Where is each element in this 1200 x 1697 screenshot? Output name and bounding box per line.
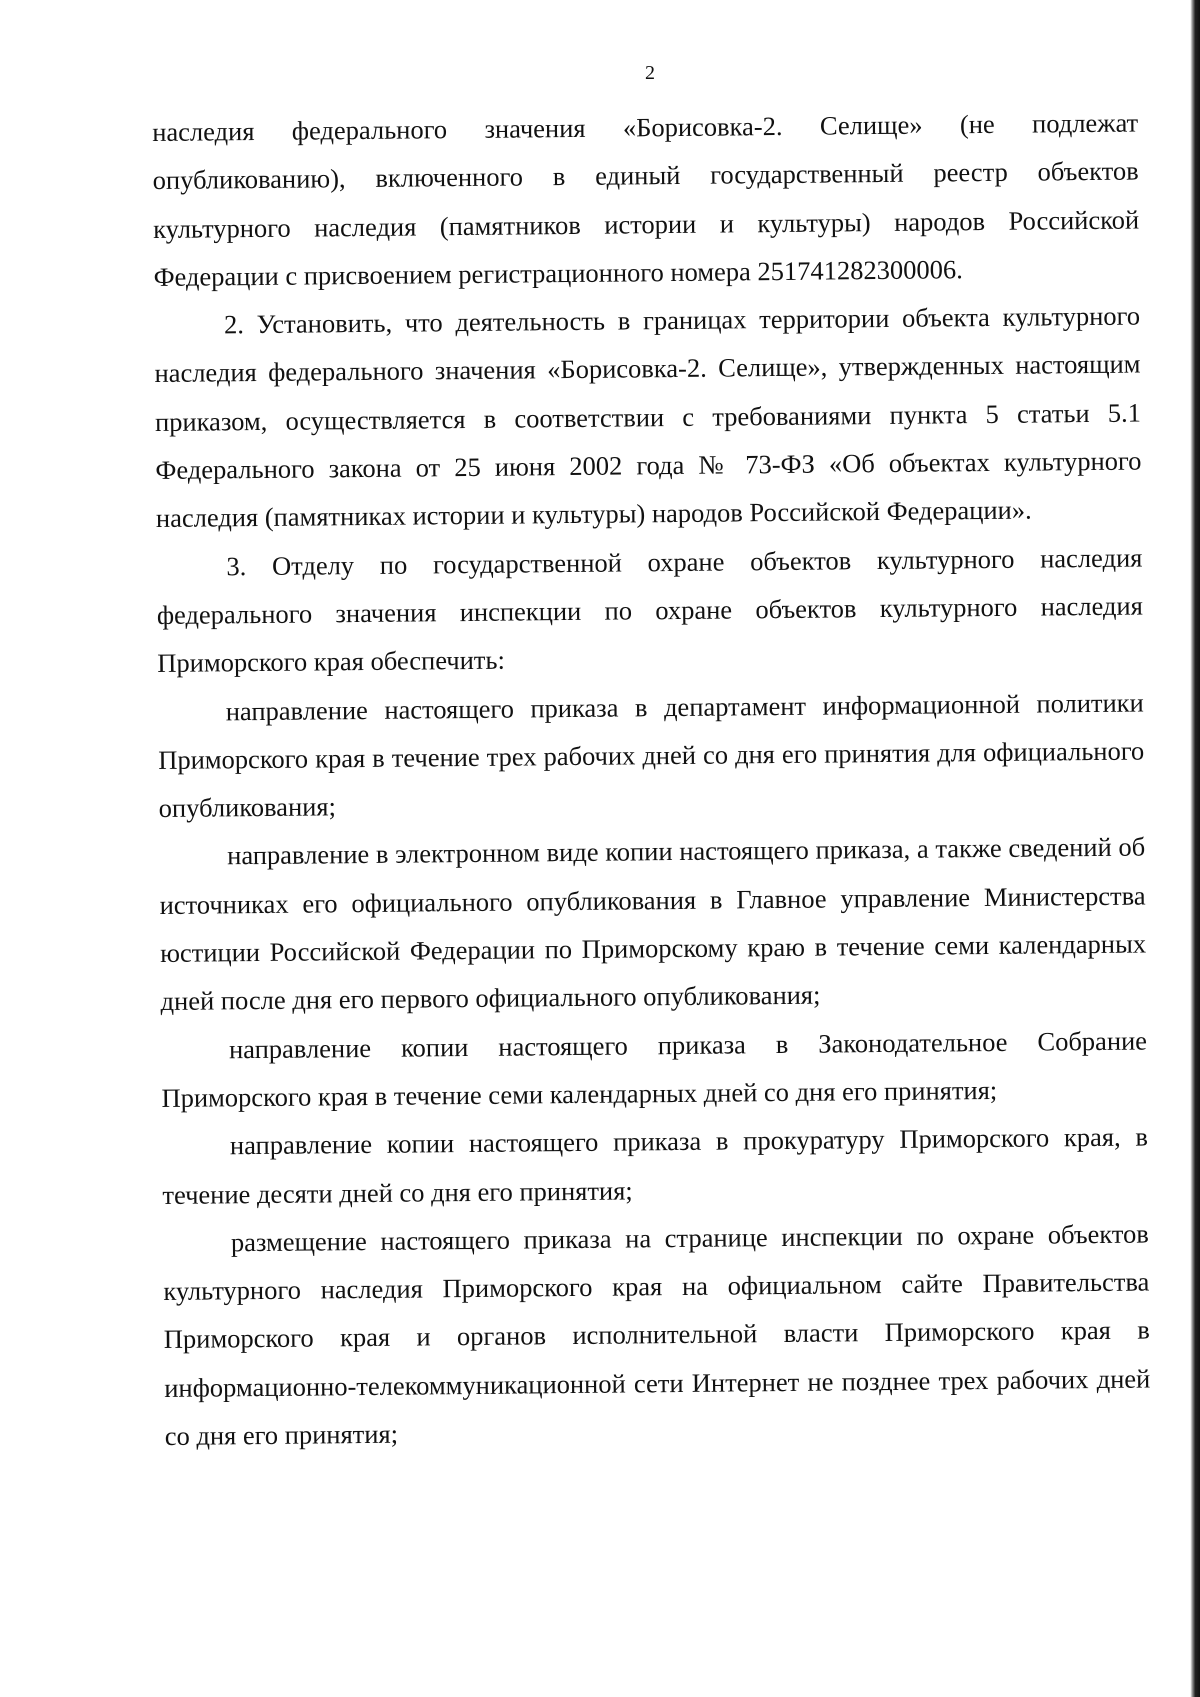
document-body [152, 99, 1151, 1461]
page-edge [1188, 0, 1200, 1697]
paragraph-subitem-prosecutor: направление копии настоящего приказа в прокуратуру Приморского края, в течение десяти дней со дня его принятия; [162, 1121, 1149, 1210]
page-number: 2 [645, 62, 655, 84]
paragraph-subitem-legislative-assembly: направление копии настоящего приказа в Законодательное Собрание Приморского края в течение семи календарных дней со дня его принятия; [161, 1025, 1148, 1113]
paragraph-continuation: наследия федерального значения «Борисовка-2. Селище» (не подлежат опубликованию), включенного в единый государственный реестр объектов культурного наследия (памятников истории и культуры) народов Российской Федерации с присвоением регистрационного номера 251741282300006. [152, 107, 1140, 292]
paragraph-subitem-publication: направление настоящего приказа в департамент информационной политики Приморского края в течение трех рабочих дней со дня его принятия для официального опубликования; [158, 687, 1145, 824]
paragraph-subitem-website: размещение настоящего приказа на странице инспекции по охране объектов культурного наследия Приморского края на официальном сайте Правительства Приморского края и органов исполнительной власти Приморского края в информационно-телекоммуникационной сети Интернет не позднее трех рабочих дней со дня его принятия; [163, 1218, 1151, 1451]
paragraph-item-2: 2. Установить, что деятельность в границах территории объекта культурного наследия федерального значения «Борисовка-2. Селище», утвержденных настоящим приказом, осуществляется в соответствии с требованиями пункта 5 статьи 5.1 Федерального закона от 25 июня 2002 года № 73-ФЗ «Об объектах культурного наследия (памятниках истории и культуры) народов Российской Федерации». [154, 300, 1142, 534]
paragraph-item-3: 3. Отделу по государственной охране объектов культурного наследия федерального значения инспекции по охране объектов культурного наследия Приморского края обеспечить: [156, 542, 1143, 679]
paragraph-subitem-justice-ministry: направление в электронном виде копии настоящего приказа, а также сведений об источниках его официального опубликования в Главное управление Министерства юстиции Российской Федерации по Приморскому краю в течение семи календарных дней после дня его первого официального опубликования; [159, 831, 1147, 1017]
